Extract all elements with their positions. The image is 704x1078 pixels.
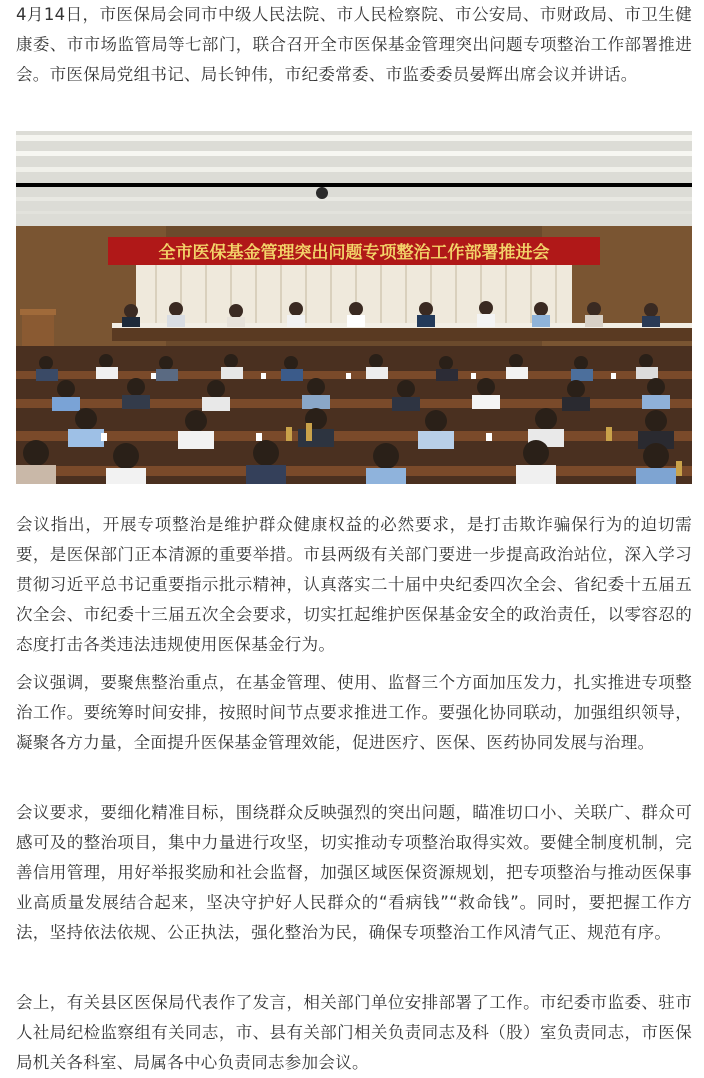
meeting-photo-illustration xyxy=(16,131,692,484)
article-paragraph-intro: 4月14日，市医保局会同市中级人民法院、市人民检察院、市公安局、市财政局、市卫生健康委、市市场监管局等七部门，联合召开全市医保基金管理突出问题专项整治工作部署推进会。市医保局党组书记、局长钟伟，市纪委常委、市监委委员晏辉出席会议并讲话。 xyxy=(16,5,692,84)
meeting-banner-text: 全市医保基金管理突出问题专项整治工作部署推进会 xyxy=(158,243,550,263)
article-paragraph-3: 会议要求，要细化精准目标，围绕群众反映强烈的突出问题，瞄准切口小、关联广、群众可感可及的整治项目，集中力量进行攻坚，切实推动专项整治取得实效。要健全制度机制，完善信用管理，用好举报奖励和社会监督，加强区域医保资源规划，把专项整治与推动医保事业高质量发展结合起来，坚决守护好人民群众的“看病钱”“救命钱”。同时，要把握工作方法，坚持依法依规、公正执法，强化整治为民，确保专项整治工作风清气正、规范有序。 xyxy=(16,803,692,942)
article-paragraph-2: 会议强调，要聚焦整治重点，在基金管理、使用、监督三个方面加压发力，扎实推进专项整治工作。要统筹时间安排，按照时间节点要求推进工作。要强化协同联动，加强组织领导，凝聚各方力量，全面提升医保基金管理效能，促进医疗、医保、医药协同发展与治理。 xyxy=(16,673,692,752)
meeting-photo xyxy=(16,131,692,484)
article-paragraph-1: 会议指出，开展专项整治是维护群众健康权益的必然要求，是打击欺诈骗保行为的迫切需要，是医保部门正本清源的重要举措。市县两级有关部门要进一步提高政治站位，深入学习贯彻习近平总书记重要指示批示精神，认真落实二十届中央纪委四次全会、省纪委十五届五次全会、市纪委十三届五次全会要求，切实扛起维护医保基金安全的政治责任，以零容忍的态度打击各类违法违规使用医保基金行为。 xyxy=(16,515,692,654)
article-paragraph-4: 会上，有关县区医保局代表作了发言，相关部门单位安排部署了工作。市纪委市监委、驻市人社局纪检监察组有关同志，市、县有关部门相关负责同志及科（股）室负责同志，市医保局机关各科室、局属各中心负责同志参加会议。 xyxy=(16,993,692,1072)
